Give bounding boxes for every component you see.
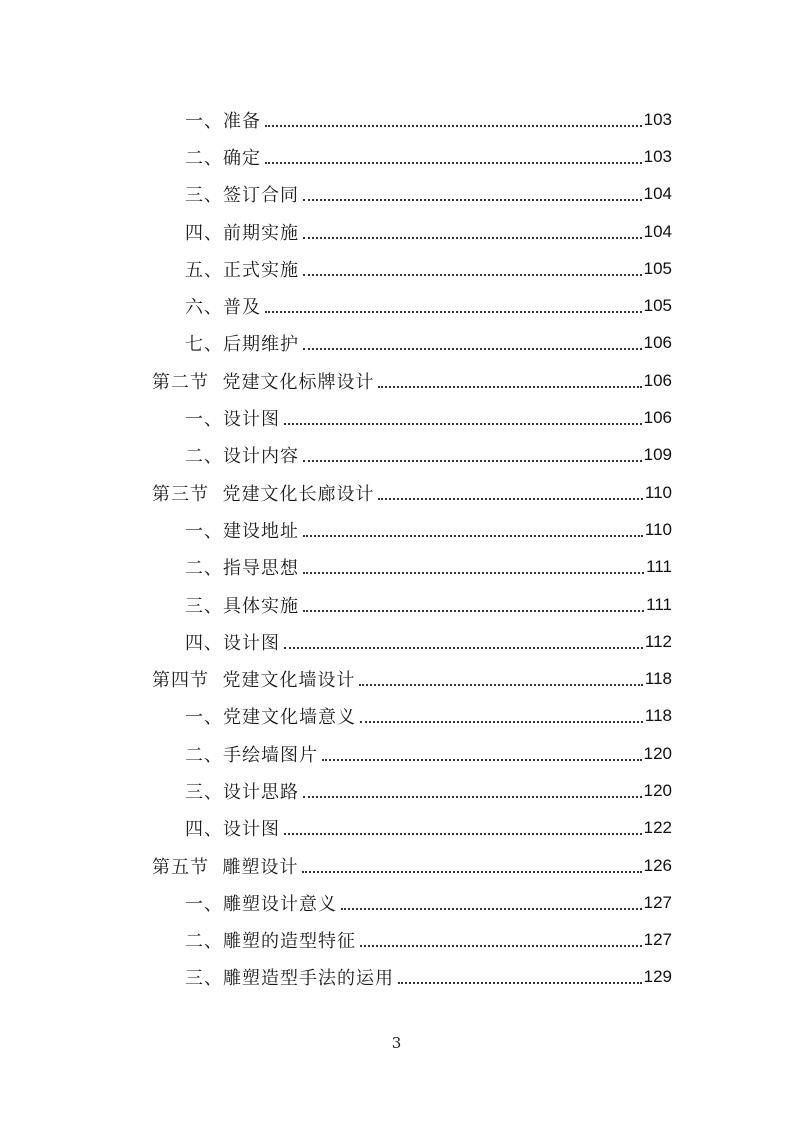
- toc-section-entry[interactable]: [0, 847, 793, 884]
- toc-subsection-entry[interactable]: [0, 735, 793, 772]
- dot-leader: [303, 237, 642, 239]
- dot-leader: [303, 535, 643, 537]
- toc-entry-page-number: 120: [643, 780, 672, 800]
- toc-entry-page-number: 103: [643, 109, 672, 129]
- dot-leader: [360, 721, 643, 723]
- dot-leader: [284, 647, 643, 649]
- toc-entry-page-number: 105: [643, 258, 672, 278]
- toc-entry-page-number: 104: [643, 221, 672, 241]
- toc-entry-label: 三、具体实施: [185, 595, 299, 617]
- dot-leader: [359, 684, 642, 686]
- toc-entry-label: 四、设计图: [185, 819, 280, 841]
- toc-entry-page-number: 122: [643, 818, 672, 838]
- toc-entry-label: 第四节 党建文化墙设计: [152, 670, 356, 692]
- toc-entry-label: 四、设计图: [185, 632, 280, 654]
- toc-subsection-entry[interactable]: [0, 399, 793, 436]
- toc-entry-page-number: 109: [643, 445, 672, 465]
- toc-entry-label: 二、手绘墙图片: [185, 744, 318, 766]
- toc-entry-page-number: 106: [643, 408, 672, 428]
- toc-subsection-entry[interactable]: [0, 586, 793, 623]
- toc-entry-label: 二、雕塑的造型特征: [185, 931, 356, 953]
- toc-entry-label: 一、建设地址: [185, 520, 299, 542]
- dot-leader: [378, 498, 642, 500]
- toc-section-entry[interactable]: [0, 660, 793, 697]
- dot-leader: [265, 162, 642, 164]
- dot-leader: [284, 833, 642, 835]
- toc-entry-page-number: 103: [643, 146, 672, 166]
- toc-subsection-entry[interactable]: [0, 549, 793, 586]
- toc-entry-label: 四、前期实施: [185, 222, 299, 244]
- toc-entry-page-number: 120: [643, 743, 672, 763]
- dot-leader: [303, 199, 642, 201]
- toc-subsection-entry[interactable]: [0, 772, 793, 809]
- toc-section-entry[interactable]: [0, 362, 793, 399]
- toc-subsection-entry[interactable]: [0, 884, 793, 921]
- toc-subsection-entry[interactable]: [0, 325, 793, 362]
- dot-leader: [284, 423, 642, 425]
- toc-entry-page-number: 110: [644, 482, 672, 502]
- toc-subsection-entry[interactable]: [0, 213, 793, 250]
- dot-leader: [378, 386, 641, 388]
- toc-entry-label: 一、准备: [185, 110, 261, 132]
- toc-subsection-entry[interactable]: [0, 959, 793, 996]
- toc-subsection-entry[interactable]: [0, 101, 793, 138]
- dot-leader: [322, 759, 642, 761]
- toc-subsection-entry[interactable]: [0, 176, 793, 213]
- dot-leader: [303, 610, 644, 612]
- toc-entry-page-number: 111: [646, 594, 672, 614]
- toc-entry-page-number: 110: [644, 519, 672, 539]
- toc-entry-page-number: 106: [643, 370, 672, 390]
- dot-leader: [265, 125, 642, 127]
- toc-entry-label: 二、指导思想: [185, 558, 299, 580]
- toc-entry-label: 一、雕塑设计意义: [185, 893, 337, 915]
- toc-entry-label: 三、设计思路: [185, 781, 299, 803]
- toc-subsection-entry[interactable]: [0, 287, 793, 324]
- dot-leader: [303, 572, 644, 574]
- toc-subsection-entry[interactable]: [0, 698, 793, 735]
- toc-entry-label: 五、正式实施: [185, 259, 299, 281]
- dot-leader: [303, 796, 642, 798]
- toc-entry-page-number: 112: [644, 631, 672, 651]
- dot-leader: [303, 274, 642, 276]
- toc-entry-page-number: 127: [643, 892, 672, 912]
- toc-entry-page-number: 106: [643, 333, 672, 353]
- toc-subsection-entry[interactable]: [0, 810, 793, 847]
- toc-entry-label: 七、后期维护: [185, 334, 299, 356]
- toc-entry-label: 三、雕塑造型手法的运用: [185, 968, 394, 990]
- dot-leader: [303, 348, 642, 350]
- dot-leader: [265, 311, 642, 313]
- toc-entry-label: 第二节 党建文化标牌设计: [152, 371, 375, 393]
- toc-entry-label: 第三节 党建文化长廊设计: [152, 483, 375, 505]
- toc-entry-page-number: 105: [643, 296, 672, 316]
- toc-entry-page-number: 118: [644, 669, 672, 689]
- toc-entry-page-number: 104: [643, 184, 672, 204]
- dot-leader: [303, 460, 642, 462]
- dot-leader: [360, 945, 642, 947]
- toc-subsection-entry[interactable]: [0, 511, 793, 548]
- toc-subsection-entry[interactable]: [0, 623, 793, 660]
- toc-entry-page-number: 126: [643, 855, 672, 875]
- toc-subsection-entry[interactable]: [0, 922, 793, 959]
- table-of-contents: [0, 101, 793, 996]
- toc-subsection-entry[interactable]: [0, 250, 793, 287]
- toc-entry-label: 二、确定: [185, 147, 261, 169]
- toc-entry-label: 二、设计内容: [185, 446, 299, 468]
- toc-subsection-entry[interactable]: [0, 138, 793, 175]
- toc-subsection-entry[interactable]: [0, 437, 793, 474]
- toc-entry-label: 三、签订合同: [185, 185, 299, 207]
- page-number: 3: [391, 1034, 402, 1052]
- toc-entry-page-number: 111: [646, 557, 672, 577]
- toc-entry-label: 六、普及: [185, 297, 261, 319]
- toc-entry-page-number: 118: [644, 706, 672, 726]
- toc-entry-label: 第五节 雕塑设计: [152, 856, 299, 878]
- toc-entry-label: 一、党建文化墙意义: [185, 707, 356, 729]
- toc-entry-page-number: 129: [643, 967, 672, 987]
- dot-leader: [341, 908, 642, 910]
- toc-section-entry[interactable]: [0, 474, 793, 511]
- toc-entry-label: 一、设计图: [185, 409, 280, 431]
- toc-entry-page-number: 127: [643, 930, 672, 950]
- dot-leader: [302, 871, 641, 873]
- dot-leader: [398, 982, 642, 984]
